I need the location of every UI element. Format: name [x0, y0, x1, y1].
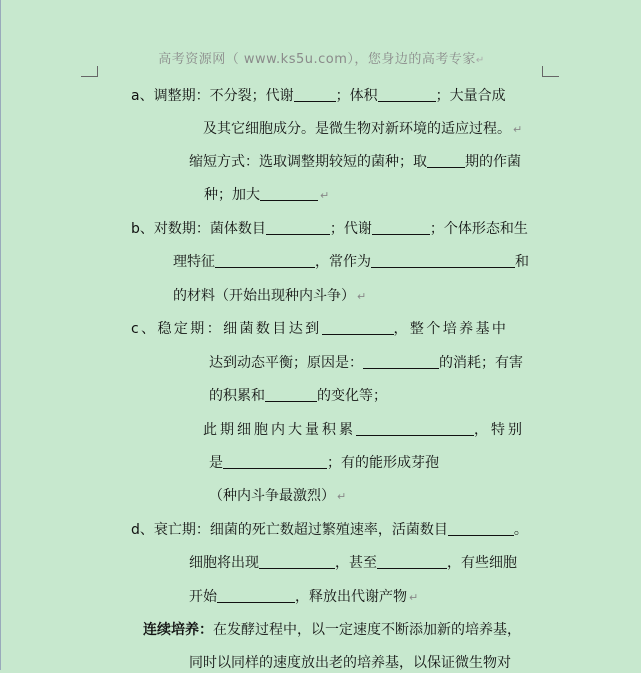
section-a-label: a、调整期：	[131, 88, 210, 104]
paragraph-mark-icon: ↵	[475, 55, 485, 66]
paragraph-mark-icon: ↵	[409, 591, 419, 604]
line-c3: 的积累和 的变化等；	[209, 388, 387, 404]
line-d1: d、衰亡期：细菌的死亡数超过繁殖速率，活菌数目 。	[131, 522, 528, 538]
line-a3: 缩短方式：选取调整期较短的菌种；取 期的作菌	[189, 154, 521, 170]
line-b1: b、对数期：菌体数目 ；代谢 ；个体形态和生	[131, 221, 528, 237]
blank[interactable]	[427, 153, 465, 168]
crop-mark-top-right	[542, 66, 559, 77]
header-text: 高考资源网（ www.ks5u.com），您身边的高考专家	[158, 52, 476, 67]
blank[interactable]	[217, 588, 295, 603]
blank[interactable]	[215, 253, 315, 268]
page-header	[1, 48, 641, 67]
blank[interactable]	[265, 387, 317, 402]
blank[interactable]	[322, 320, 394, 335]
paragraph-mark-icon: ↵	[513, 123, 523, 136]
line-a4: 种；加大 ↵	[204, 187, 330, 203]
crop-mark-top-left	[81, 66, 98, 77]
blank[interactable]	[372, 220, 430, 235]
blank[interactable]	[363, 354, 439, 369]
blank[interactable]	[377, 554, 447, 569]
paragraph-mark-icon: ↵	[320, 189, 330, 202]
line-d3: 开始 ，释放出代谢产物 ↵	[189, 589, 419, 605]
paragraph-mark-icon: ↵	[357, 290, 367, 303]
blank[interactable]	[266, 220, 330, 235]
blank[interactable]	[378, 87, 436, 102]
line-c2: 达到动态平衡；原因是： 的消耗；有害	[209, 355, 523, 371]
section-d-label: d、衰亡期：	[131, 522, 210, 538]
line-b2: 理特征 ，常作为 和	[173, 254, 529, 270]
paragraph-mark-icon: ↵	[337, 490, 347, 503]
line-a1: a、调整期：不分裂；代谢 ；体积 ；大量合成	[131, 88, 506, 104]
blank[interactable]	[223, 454, 327, 469]
section-continuous-label: 连续培养：	[143, 622, 213, 638]
blank[interactable]	[371, 253, 515, 268]
blank[interactable]	[260, 186, 318, 201]
blank[interactable]	[294, 87, 336, 102]
section-c-label: c、稳定期：	[131, 321, 224, 337]
line-d2: 细胞将出现 ，甚至 ，有些细胞	[189, 555, 517, 571]
line-c1: c、稳定期：细菌数目达到 ，整个培养基中	[131, 321, 509, 337]
line-e2: 同时以同样的速度放出老的培养基，以保证微生物对	[189, 655, 511, 671]
line-c6: （种内斗争最激烈） ↵	[209, 488, 347, 504]
line-c4: 此期细胞内大量积累 ，特别	[203, 422, 525, 438]
blank[interactable]	[356, 421, 474, 436]
blank[interactable]	[259, 554, 335, 569]
line-b3: 的材料（开始出现种内斗争） ↵	[173, 288, 367, 304]
line-e1: 连续培养：在发酵过程中，以一定速度不断添加新的培养基，	[143, 622, 521, 638]
line-a2: 及其它细胞成分。是微生物对新环境的适应过程。 ↵	[203, 121, 523, 137]
blank[interactable]	[448, 521, 514, 536]
section-b-label: b、对数期：	[131, 221, 210, 237]
line-c5: 是 ；有的能形成芽孢	[209, 455, 439, 471]
